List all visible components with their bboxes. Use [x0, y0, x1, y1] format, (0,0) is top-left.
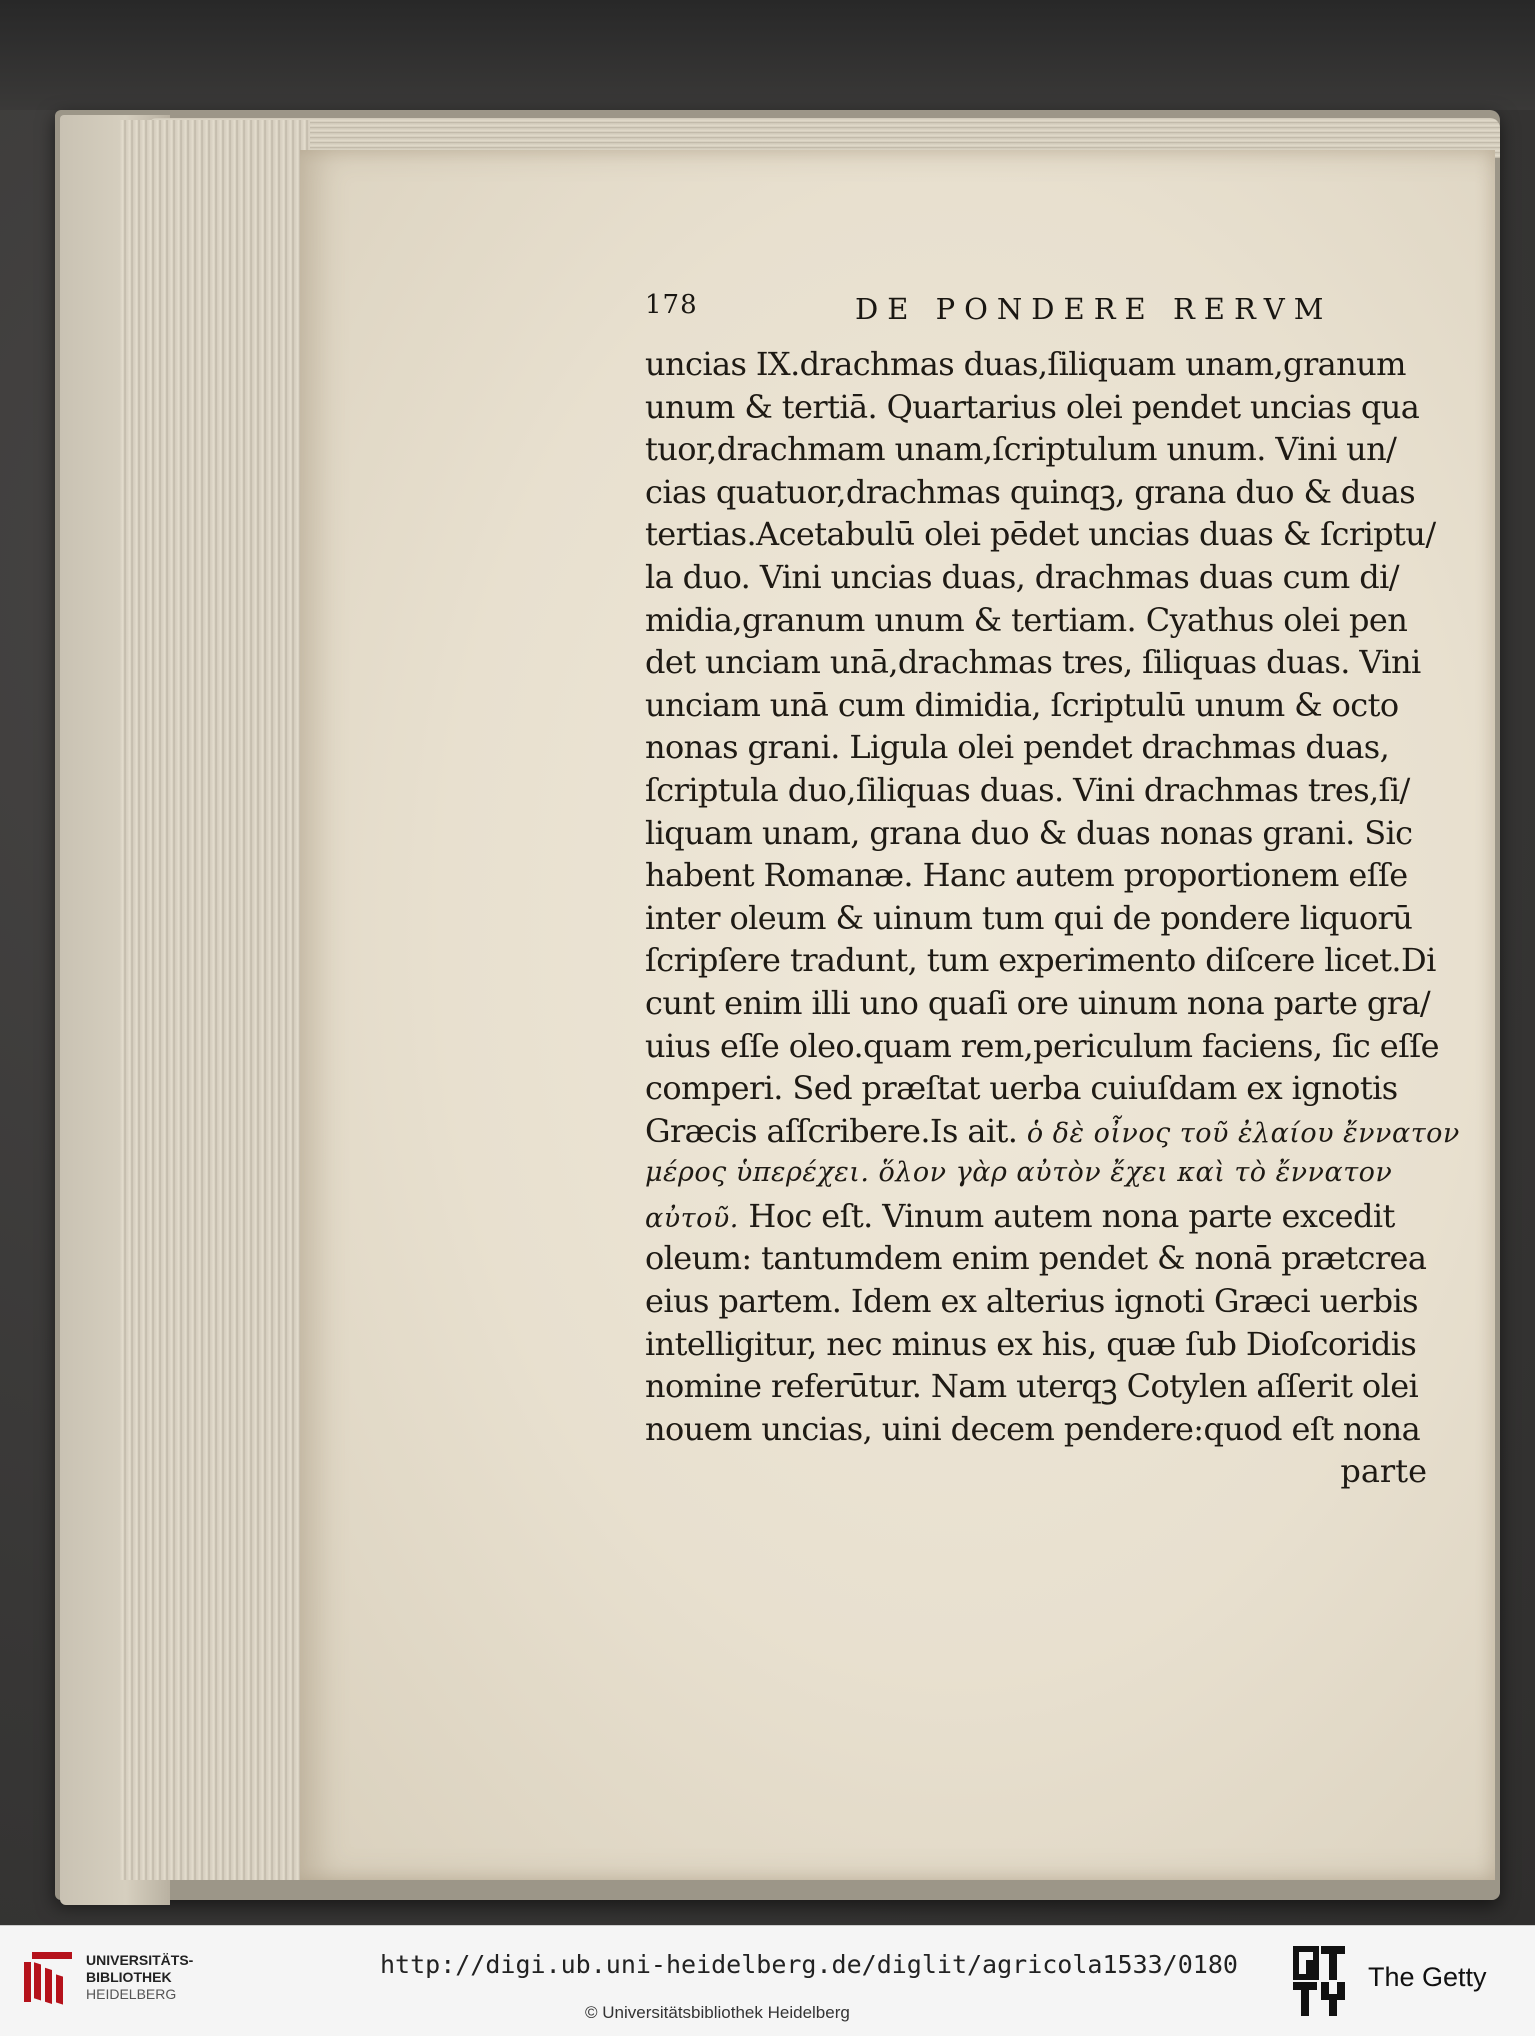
- text-fragment: Hoc eſt. Vinum autem nona parte excedit: [748, 1196, 1395, 1235]
- text-line: inter oleum & uinum tum qui de pondere liquorū: [645, 898, 1413, 937]
- text-line: nouem uncias, uini decem pendere:quod eſt nona: [645, 1409, 1421, 1448]
- page-header: [645, 290, 1445, 334]
- university-library-logo-icon: [18, 1946, 80, 2008]
- text-line: uius eſſe oleo.quam rem,periculum faciens, ſic eſſe: [645, 1026, 1439, 1065]
- text-line: liquam unam, grana duo & duas nonas grani. Sic: [645, 813, 1413, 852]
- text-line: cunt enim illi uno quaſi ore uinum nona parte gra/: [645, 983, 1431, 1022]
- text-line: comperi. Sed præſtat uerba cuiuſdam ex ignotis: [645, 1069, 1398, 1108]
- text-line: ſcripſere tradunt, tum experimento diſcere licet.Di: [645, 941, 1436, 980]
- text-line-with-greek: [645, 1195, 1435, 1238]
- text-line: tertias.Acetabulū olei pēdet uncias duas & ſcriptu/: [645, 515, 1436, 554]
- university-library-name: [86, 1952, 193, 2003]
- text-line: midia,granum unum & tertiam. Cyathus olei pen: [645, 600, 1408, 639]
- text-line: oleum: tantumdem enim pendet & nonā prætcrea: [645, 1239, 1427, 1278]
- getty-logo-icon: [1293, 1946, 1345, 2016]
- footer-bar: [0, 1925, 1535, 2036]
- running-head: DE PONDERE RERVM: [855, 292, 1333, 326]
- body-text: [645, 343, 1460, 1492]
- text-line: tuor,drachmam unam,ſcriptulum unum. Vini un/: [645, 430, 1397, 469]
- copyright-notice: © Universitätsbibliothek Heidelberg: [585, 2003, 850, 2022]
- text-line: intelligitur, nec minus ex his, quæ ſub Dioſcoridis: [645, 1324, 1417, 1363]
- institution-line: BIBLIOTHEK: [86, 1969, 172, 1985]
- text-line: ſcriptula duo,ſiliquas duas. Vini drachmas tres,ſi/: [645, 770, 1410, 809]
- text-line: nonas grani. Ligula olei pendet drachmas duas,: [645, 728, 1390, 767]
- text-line: nomine referūtur. Nam uterqꝫ Cotylen aſſerit olei: [645, 1367, 1419, 1406]
- permalink-url[interactable]: http://digi.ub.uni-heidelberg.de/diglit/agricola1533/0180: [380, 1950, 1238, 1979]
- institution-line: UNIVERSITÄTS-: [86, 1952, 194, 1968]
- scan-background-top: [0, 0, 1535, 110]
- text-line: det unciam unā,drachmas tres, ſiliquas duas. Vini: [645, 643, 1421, 682]
- text-fragment: Græcis aſſcribere.Is ait.: [645, 1111, 1018, 1150]
- text-line: uncias IX.drachmas duas,ſiliquam unam,granum: [645, 345, 1406, 383]
- institution-line: HEIDELBERG: [86, 1986, 177, 2002]
- text-line: cias quatuor,drachmas quinqꝫ, grana duo & duas: [645, 472, 1416, 511]
- catchword: parte: [1340, 1452, 1427, 1491]
- text-line: la duo. Vini uncias duas, drachmas duas cum di/: [645, 557, 1399, 596]
- text-line: unum & tertiā. Quartarius olei pendet uncias qua: [645, 387, 1420, 426]
- greek-quote-line: μέρος ὑπερέχει. ὅλον γὰρ αὐτὸν ἔχει καὶ τὸ ἔννατον: [645, 1157, 1393, 1189]
- greek-quote-part: αὐτοῦ.: [645, 1202, 739, 1234]
- text-line: habent Romanæ. Hanc autem proportionem eſſe: [645, 856, 1408, 895]
- text-line-with-greek: [645, 1110, 1460, 1153]
- folio-number: 178: [645, 290, 698, 320]
- getty-name: The Getty: [1368, 1962, 1487, 1992]
- text-line: unciam unā cum dimidia, ſcriptulū unum & octo: [645, 685, 1399, 724]
- text-line: eius partem. Idem ex alterius ignoti Græci uerbis: [645, 1282, 1419, 1321]
- greek-quote-part: ὁ δὲ οἶνος τοῦ ἐλαίου ἔννατον: [1026, 1117, 1460, 1149]
- page-fore-edges: [120, 120, 310, 1880]
